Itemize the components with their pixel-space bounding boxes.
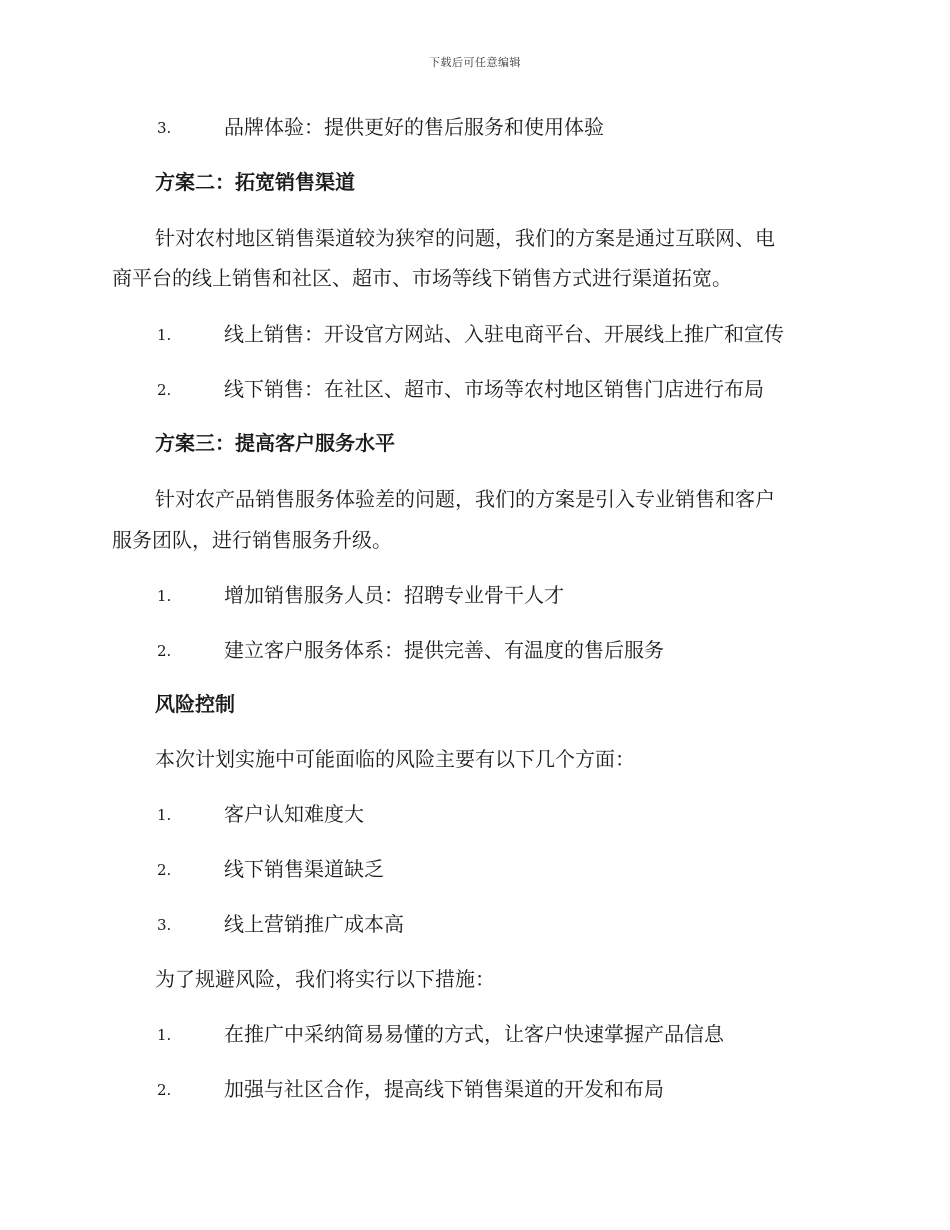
list-item: 线上营销推广成本高 xyxy=(224,912,404,936)
section-heading: 方案二：拓宽销售渠道 xyxy=(155,170,355,194)
section-heading: 方案三：提高客户服务水平 xyxy=(155,431,395,455)
list-number: 2. xyxy=(157,861,172,879)
list-number: 1. xyxy=(157,1026,172,1044)
list-number: 1. xyxy=(157,587,172,605)
list-item: 建立客户服务体系：提供完善、有温度的售后服务 xyxy=(224,638,664,662)
paragraph-line: 服务团队，进行销售服务升级。 xyxy=(112,528,392,552)
section-heading: 风险控制 xyxy=(155,692,235,716)
list-number: 2. xyxy=(157,642,172,660)
list-number: 3. xyxy=(157,916,172,934)
list-item: 在推广中采纳简易易懂的方式，让客户快速掌握产品信息 xyxy=(224,1022,724,1046)
list-number: 1. xyxy=(157,806,172,824)
page-header: 下载后可任意编辑 xyxy=(429,56,521,69)
paragraph-line: 商平台的线上销售和社区、超市、市场等线下销售方式进行渠道拓宽。 xyxy=(112,266,732,290)
list-number: 2. xyxy=(157,381,172,399)
list-item: 线下销售渠道缺乏 xyxy=(224,857,384,881)
paragraph-line: 为了规避风险，我们将实行以下措施： xyxy=(155,967,495,991)
list-item: 增加销售服务人员：招聘专业骨干人才 xyxy=(224,583,564,607)
list-item: 客户认知难度大 xyxy=(224,802,364,826)
list-item: 线下销售：在社区、超市、市场等农村地区销售门店进行布局 xyxy=(224,377,764,401)
list-number: 1. xyxy=(157,326,172,344)
list-item: 线上销售：开设官方网站、入驻电商平台、开展线上推广和宣传 xyxy=(224,322,784,346)
paragraph-line: 针对农产品销售服务体验差的问题，我们的方案是引入专业销售和客户 xyxy=(155,487,775,511)
list-number: 2. xyxy=(157,1081,172,1099)
paragraph-line: 针对农村地区销售渠道较为狭窄的问题，我们的方案是通过互联网、电 xyxy=(155,226,775,250)
paragraph-line: 本次计划实施中可能面临的风险主要有以下几个方面： xyxy=(155,747,635,771)
list-item: 品牌体验：提供更好的售后服务和使用体验 xyxy=(224,115,604,139)
list-number: 3. xyxy=(157,119,172,137)
list-item: 加强与社区合作，提高线下销售渠道的开发和布局 xyxy=(224,1077,664,1101)
